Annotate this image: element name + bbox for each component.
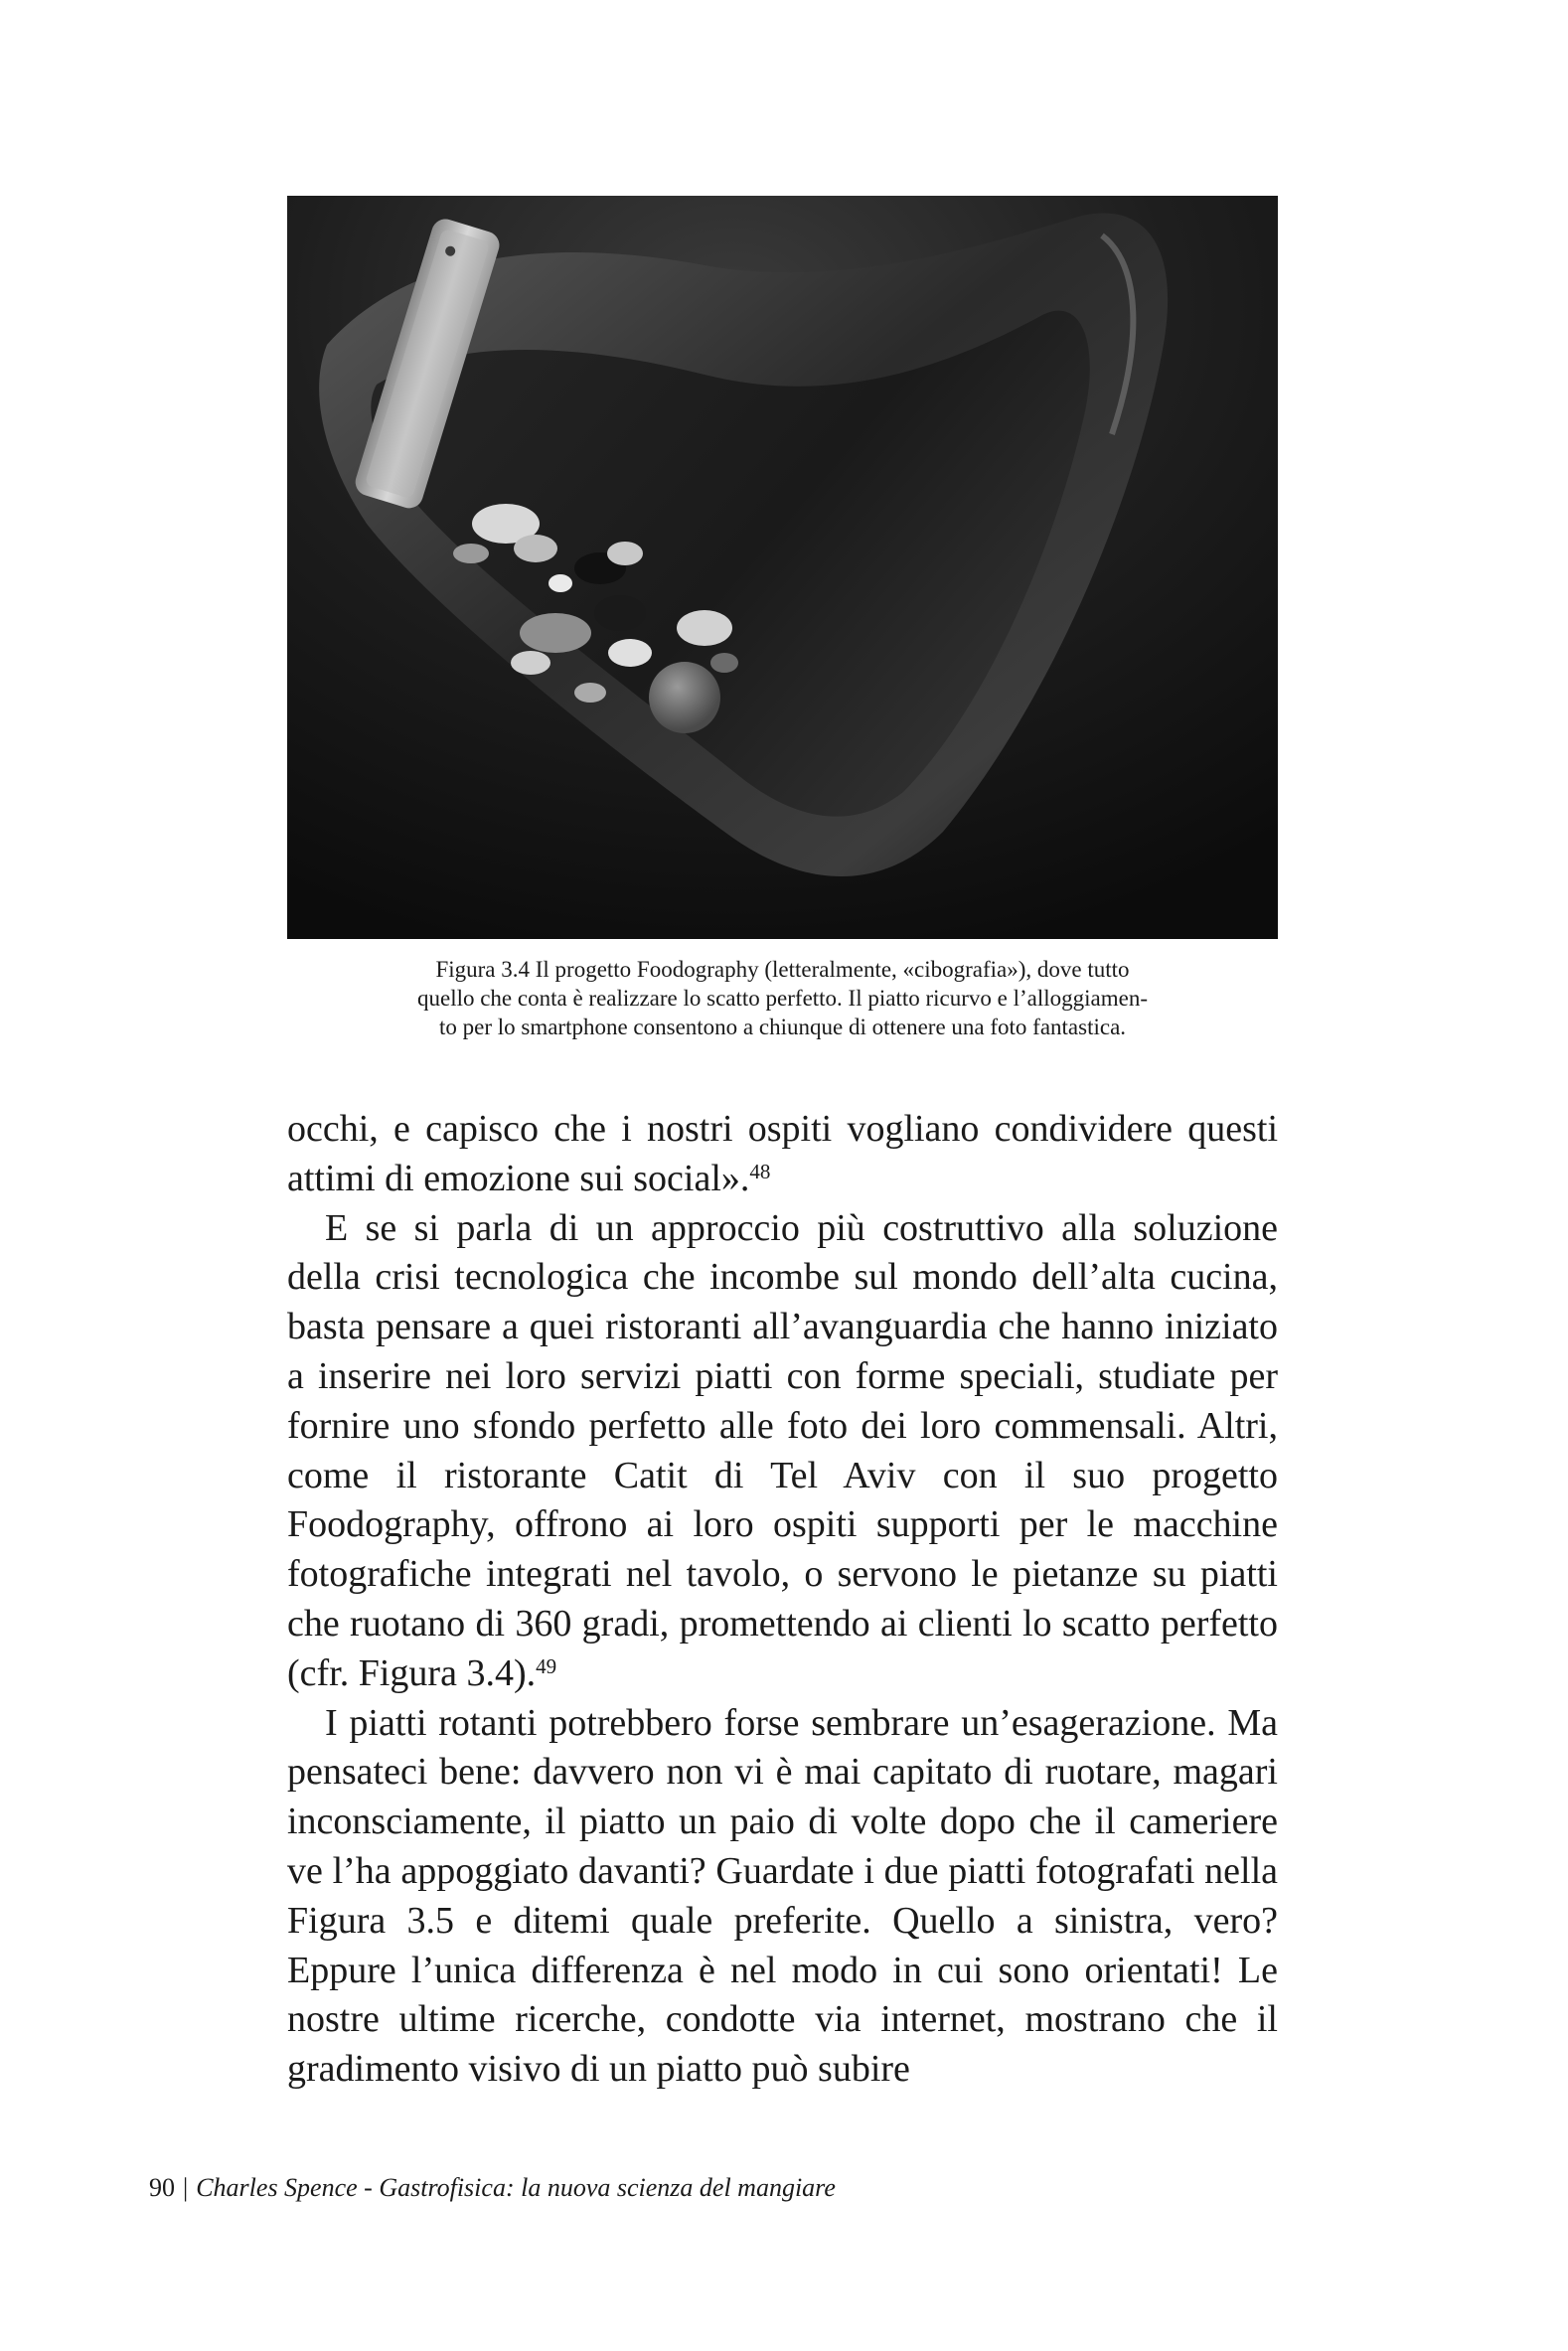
footnote-ref: 49 bbox=[536, 1653, 557, 1678]
page-footer bbox=[149, 2173, 836, 2203]
caption-line: to per lo smartphone consentono a chiunque di ottenere una foto fantastica. bbox=[438, 1015, 1127, 1039]
body-text bbox=[287, 1105, 1278, 2095]
paragraph-text: E se si parla di un approccio più costruttivo alla soluzione della crisi tecnologica che incombe sul mondo dell’alta cucina, basta pensare a quei ristoranti all’avanguardia che hanno iniziato a inserire nei loro servizi piatti con forme speciali, studiate per fornire uno sfondo perfetto alle foto dei loro commensali. Altri, come il ristorante Catit di Tel Aviv con il suo progetto Foodography, offrono ai loro ospiti supporti per le macchine fotografiche integrati nel tavolo, o servono le pietanze su piatti che ruotano di 360 gradi, promettendo ai clienti lo scatto perfetto (cfr. Figura 3.4). bbox=[287, 1206, 1278, 1694]
paragraph-text: occhi, e capisco che i nostri ospiti vogliano condividere questi attimi di emozione sui social». bbox=[287, 1108, 1278, 1199]
caption-line: quello che conta è realizzare lo scatto perfetto. Il piatto ricurvo e l’alloggiamen- bbox=[416, 986, 1149, 1011]
paragraph bbox=[287, 1204, 1278, 1699]
paragraph bbox=[287, 1105, 1278, 1204]
paragraph bbox=[287, 1699, 1278, 2095]
figure-caption bbox=[328, 955, 1237, 1041]
page-number: 90 bbox=[149, 2173, 175, 2202]
caption-line: Figura 3.4 Il progetto Foodography (letteralmente, «cibografia»), dove tutto bbox=[435, 957, 1130, 982]
figure-photo bbox=[287, 196, 1278, 939]
running-title: Charles Spence - Gastrofisica: la nuova scienza del mangiare bbox=[196, 2173, 836, 2202]
footer-separator: | bbox=[183, 2173, 189, 2202]
footnote-ref: 48 bbox=[749, 1159, 771, 1183]
paragraph-text: I piatti rotanti potrebbero forse sembrare un’esagerazione. Ma pensateci bene: davvero non vi è mai capitato di ruotare, magari inconsciamente, il piatto un paio di volte dopo che il cameriere ve l’ha appoggiato davanti? Guardate i due piatti fotografati nella Figura 3.5 e ditemi quale preferite. Quello a sinistra, vero? Eppure l’unica differenza è nel modo in cui sono orientati! Le nostre ultime ricerche, condotte via internet, mostrano che il gradimento visivo di un piatto può subire bbox=[287, 1701, 1278, 2091]
